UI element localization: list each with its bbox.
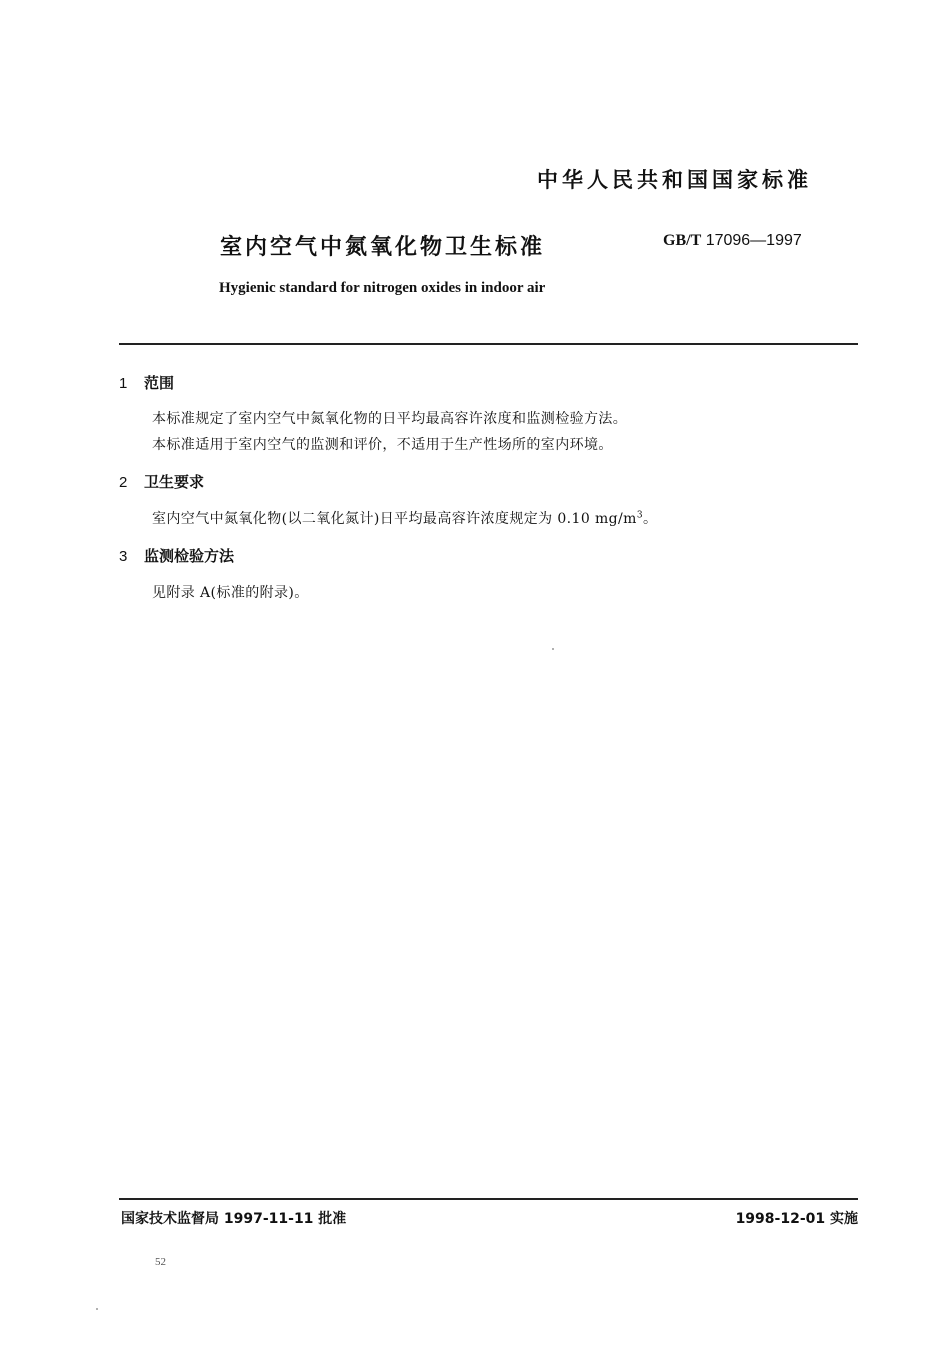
section-title: 范围 (144, 374, 175, 392)
standard-number (663, 232, 802, 250)
national-standard-heading: 中华人民共和国国家标准 (537, 168, 812, 192)
bottom-divider (119, 1198, 858, 1200)
scan-speck (552, 648, 554, 650)
unit-superscript: 3 (636, 510, 643, 521)
section-3-paragraph: 见附录 A(标准的附录)。 (152, 585, 309, 601)
section-1-heading (119, 372, 174, 393)
implementation-line: 1998-12-01 实施 (735, 1211, 858, 1227)
section-title: 卫生要求 (144, 473, 205, 491)
section-number: 3 (119, 548, 128, 565)
scan-speck (96, 1308, 98, 1310)
section-number: 1 (119, 375, 128, 392)
approval-line: 国家技术监督局 1997-11-11 批准 (121, 1211, 347, 1227)
section-1-paragraph-1: 本标准规定了室内空气中氮氧化物的日平均最高容许浓度和监测检验方法。 (152, 411, 628, 427)
section-title: 监测检验方法 (144, 547, 235, 565)
standard-code: 17096—1997 (705, 232, 802, 249)
sentence-end: 。 (642, 511, 658, 527)
section-3-heading (119, 545, 234, 566)
section-2-paragraph (152, 508, 657, 528)
standard-title-cn: 室内空气中氮氧化物卫生标准 (220, 235, 546, 260)
requirement-text: 室内空气中氮氧化物(以二氧化氮计)日平均最高容许浓度规定为 0.10 mg/m (152, 511, 637, 527)
section-1-paragraph-2: 本标准适用于室内空气的监测和评价，不适用于生产性场所的室内环境。 (152, 437, 613, 453)
section-2-heading (119, 471, 204, 492)
standard-prefix: GB/T (663, 232, 702, 249)
standard-title-en: Hygienic standard for nitrogen oxides in indoor air (219, 280, 546, 296)
top-divider (119, 343, 858, 345)
section-number: 2 (119, 474, 128, 491)
page-number: 52 (155, 1256, 166, 1268)
